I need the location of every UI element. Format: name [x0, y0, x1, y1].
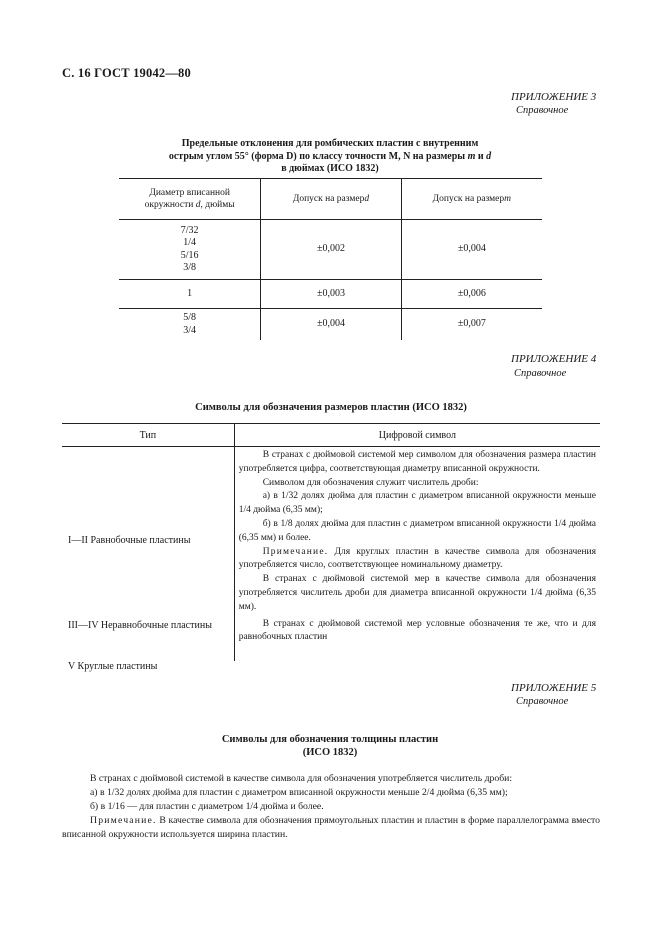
type-non-equilateral: III—IV Неравнобочные пластины — [68, 620, 212, 631]
symbol-text: В странах с дюймовой системой мер условные обозначения те же, что и для равнобочных пластин — [238, 618, 596, 643]
diameter-value: 5/16 — [180, 249, 199, 261]
appendix-5-title: ПРИЛОЖЕНИЕ 5 — [511, 682, 597, 694]
diameter-value: 1 — [187, 287, 193, 299]
symbols-table-header — [62, 423, 600, 447]
diameter-value: 3/8 — [183, 262, 197, 273]
tolerance-table-header — [119, 178, 542, 220]
appendix-5-line-1: В странах с дюймовой системой в качестве символа для обозначения употребляется числитель дроби: — [90, 773, 513, 784]
table-row — [119, 279, 542, 308]
header-diameter: Диаметр вписанной окружности d, дюймы — [144, 188, 235, 210]
diameter-value: 5/8 — [183, 312, 197, 323]
appendix-5-line-3: б) в 1/16 — для пластин с диаметром 1/4 дюйма и более. — [90, 801, 324, 812]
type-round: V Круглые пластины — [68, 661, 158, 672]
symbols-table-body — [62, 447, 600, 672]
symbol-text: Символом для обозначения служит числитель дроби: — [262, 477, 479, 488]
appendix-3-subtitle: Справочное — [516, 105, 569, 116]
diameter-value: 7/32 — [180, 224, 199, 236]
appendix-5-caption: Символы для обозначения толщины пластин (ИСО 1832) — [221, 734, 439, 758]
appendix-4-caption: Символы для обозначения размеров пластин (ИСО 1832) — [195, 402, 467, 413]
header-type: Тип — [139, 429, 157, 441]
appendix-5-subtitle: Справочное — [516, 696, 569, 707]
diameter-value: 3/4 — [183, 324, 197, 336]
tolerance-m-value: ±0,004 — [401, 220, 542, 279]
symbols-table — [62, 423, 600, 672]
diameter-value: 1/4 — [183, 237, 197, 248]
tolerance-table — [119, 178, 542, 340]
header-symbol: Цифровой символ — [234, 424, 600, 446]
symbol-text: а) в 1/32 долях дюйма для пластин с диаметром вписанной окружности меньше 1/4 дюйма (6,35 мм); — [238, 491, 596, 516]
tolerance-d-value: ±0,002 — [260, 220, 400, 279]
tolerance-m-value: ±0,006 — [401, 280, 542, 308]
tolerance-d-value: ±0,003 — [260, 280, 400, 308]
symbol-text: В странах с дюймовой системой мер в качестве символа для обозначения употребляется числитель дроби для диаметра вписанной окружности 1/4 дюйма (6,35 мм). — [238, 574, 596, 612]
tolerance-d-value: ±0,004 — [260, 309, 400, 340]
note-text: Примечание. Для круглых пластин в качестве символа для обозначения употребляется число, соответствующее номинальному диаметру. — [238, 546, 596, 571]
appendix-3-caption: Предельные отклонения для ромбических пластин с внутренним острым углом 55° (форма D) по классу точности M, N на размеры m и d в дюймах (ИСО 1832) — [168, 138, 492, 174]
header-tolerance-m: Допуск на размер m — [401, 179, 542, 219]
appendix-5-line-2: а) в 1/32 долях дюйма для пластин с диаметром вписанной окружности меньше 2/4 дюйма (6,35 мм); — [90, 787, 508, 798]
symbol-text: б) в 1/8 долях дюйма для пластин с диаметром вписанной окружности 1/4 дюйма (6,35 мм) и более. — [238, 518, 596, 543]
appendix-4-subtitle: Справочное — [514, 368, 567, 379]
appendix-4-title: ПРИЛОЖЕНИЕ 4 — [511, 353, 597, 365]
appendix-5-note: Примечание. В качестве символа для обозначения прямоугольных пластин и пластин в форме параллелограмма вместо вписанной окружности используется ширина пластин. — [62, 815, 600, 840]
table-row — [119, 220, 542, 279]
type-equilateral: I—II Равнобочные пластины — [68, 535, 191, 546]
tolerance-m-value: ±0,007 — [401, 309, 542, 340]
symbol-text: В странах с дюймовой системой мер символом для обозначения размера пластин употребляется цифра, соответствующая диаметру вписанной окружности. — [238, 450, 596, 474]
header-tolerance-d: Допуск на размер d — [260, 179, 400, 219]
page-header: С. 16 ГОСТ 19042—80 — [62, 66, 191, 80]
appendix-3-title: ПРИЛОЖЕНИЕ 3 — [511, 91, 597, 103]
table-row — [119, 308, 542, 340]
